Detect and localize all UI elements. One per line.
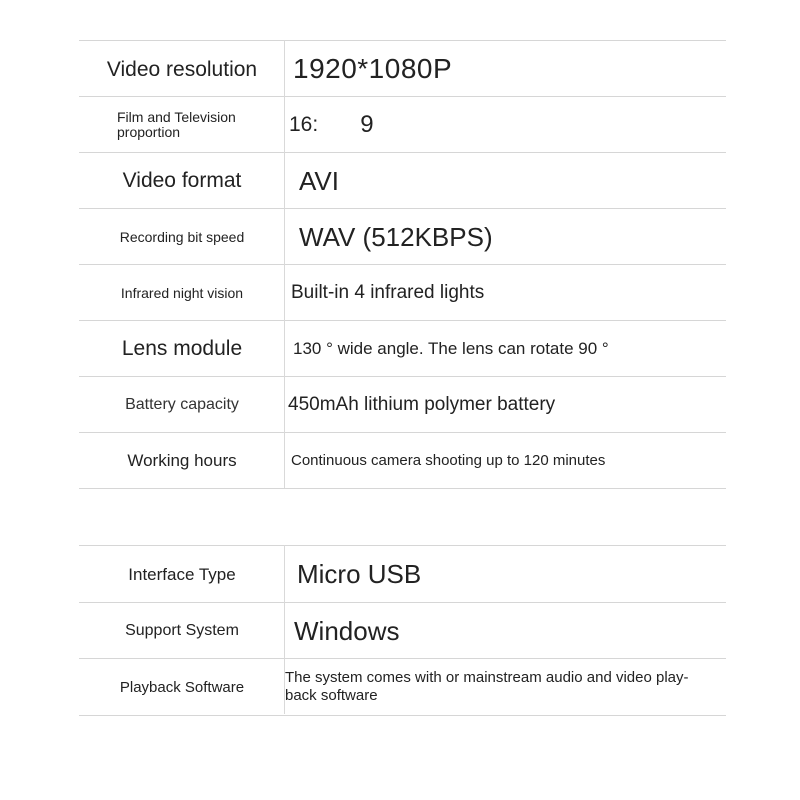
spec-row-lens-module: [79, 320, 726, 377]
spec-label: Interface Type: [128, 564, 236, 584]
spec-label: [79, 489, 285, 546]
spec-row-interface-type: [79, 545, 726, 603]
spec-label: Battery capacity: [125, 396, 239, 413]
spec-value: [287, 489, 718, 546]
spec-value: AVI: [299, 165, 339, 196]
spec-label: Support System: [125, 622, 239, 639]
spec-value: 450mAh lithium polymer battery: [288, 394, 556, 415]
spec-row-blank: [79, 488, 726, 546]
spec-value: Micro USB: [297, 559, 422, 589]
spec-value: 130 ° wide angle. The lens can rotate 90 °: [293, 339, 609, 358]
spec-value: 1920*1080P: [293, 53, 453, 84]
spec-row-support-system: [79, 602, 726, 659]
spec-label: Infrared night vision: [120, 285, 244, 301]
spec-row-working-hours: [79, 432, 726, 489]
column-divider: [284, 40, 285, 488]
spec-value: WAV (512KBPS): [299, 221, 493, 252]
spec-label: Lens module: [121, 337, 243, 360]
spec-label: Video format: [122, 169, 242, 192]
spec-row-video-resolution: [79, 40, 726, 97]
spec-label: Working hours: [127, 451, 237, 470]
spec-row-aspect-ratio: [79, 96, 726, 153]
spec-value: The system comes with or mainstream audio and video play-back software: [285, 669, 689, 704]
spec-row-battery-capacity: [79, 376, 726, 433]
column-divider: [284, 545, 285, 714]
spec-row-playback-software: [79, 658, 726, 716]
spec-row-video-format: [79, 152, 726, 209]
spec-value: Built-in 4 infrared lights: [291, 282, 485, 303]
spec-label: Video resolution: [106, 58, 258, 81]
spec-value-part-a: 16:: [289, 113, 319, 136]
spec-value-part-b: 9: [360, 111, 374, 138]
spec-label: Playback Software: [119, 678, 245, 696]
spec-table: [79, 40, 726, 714]
spec-label: Recording bit speed: [119, 229, 245, 245]
spec-label: Film and Television proportion: [117, 109, 236, 140]
spec-row-recording-bit-speed: [79, 208, 726, 265]
spec-value: Continuous camera shooting up to 120 minutes: [291, 452, 606, 469]
spec-row-infrared-night-vision: [79, 264, 726, 321]
spec-value: Windows: [294, 615, 400, 646]
